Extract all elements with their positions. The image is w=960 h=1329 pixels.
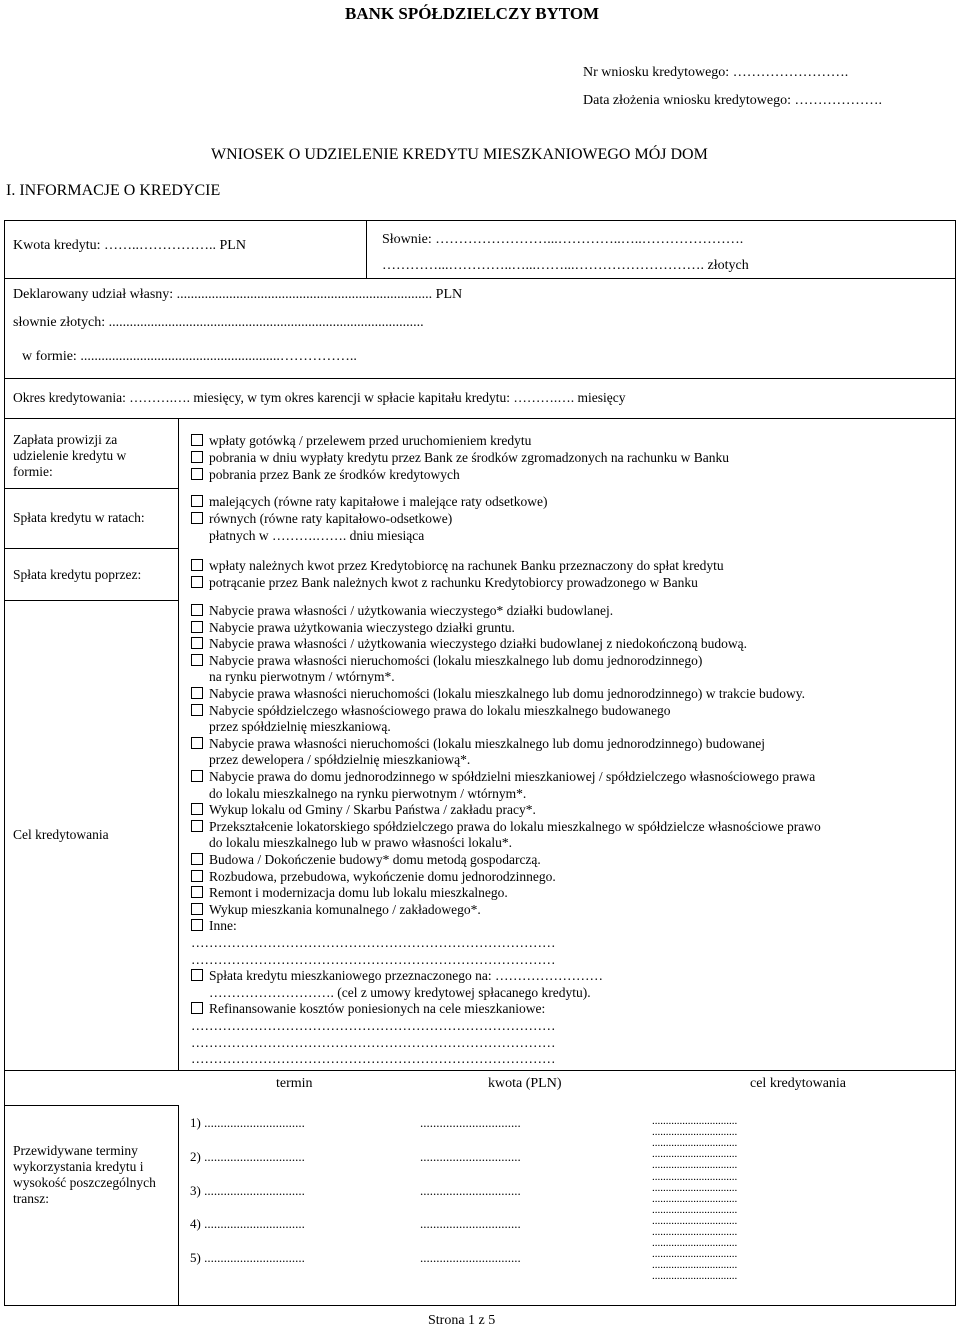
refinance-costs-line[interactable]: ……………………………………………………………………… [191, 1034, 556, 1050]
checkbox[interactable] [191, 704, 203, 716]
purpose-option[interactable]: Wykup mieszkania komunalnego / zakładowego*. [191, 902, 481, 918]
divider [4, 1105, 179, 1106]
purpose-option[interactable]: Remont i modernizacja domu lub lokalu mieszkalnego. [191, 885, 508, 901]
checkbox[interactable] [191, 903, 203, 915]
frame-right [955, 220, 956, 1306]
tranche-purpose-field[interactable]: ............................... [652, 1270, 738, 1283]
purpose-label: Cel kredytowania [13, 827, 109, 842]
refinance-costs-line[interactable]: ……………………………………………………………………… [191, 1018, 556, 1033]
tranche-term-field[interactable]: 1) ............................... [190, 1115, 305, 1130]
installments-option-1[interactable]: malejących (równe raty kapitałowe i malejące raty odsetkowe) [191, 494, 547, 510]
tranche-amount-field[interactable]: ............................... [420, 1216, 521, 1231]
application-date: Data złożenia wniosku kredytowego: ………………. [583, 93, 882, 108]
loan-period-field[interactable]: Okres kredytowania: ……….…. miesięcy, w tym okres karencji w spłacie kapitału kredytu: ……….…. miesięcy [13, 390, 626, 405]
checkbox[interactable] [191, 886, 203, 898]
checkbox[interactable] [191, 512, 203, 524]
installments-payday[interactable]: płatnych w ……….……. dniu miesiąca [209, 528, 425, 543]
checkbox[interactable] [191, 820, 203, 832]
divider [366, 220, 367, 278]
tranche-purpose-field[interactable]: ............................... [652, 1115, 738, 1127]
tranche-term-field[interactable]: 3) ............................... [190, 1183, 305, 1198]
divider [4, 1070, 956, 1071]
loan-amount-words-2[interactable]: …………...…………..…...……...………………………. złotych [382, 258, 749, 273]
column-header-term: termin [276, 1076, 313, 1091]
own-contribution-words[interactable]: słownie złotych: .......................................................................................... [13, 315, 424, 330]
checkbox[interactable] [191, 559, 203, 571]
purpose-option[interactable]: Nabycie prawa użytkowania wieczystego działki gruntu. [191, 620, 515, 636]
commission-option-3[interactable]: pobrania przez Bank ze środków kredytowych [191, 467, 460, 483]
commission-option-1[interactable]: wpłaty gotówką / przelewem przed uruchomieniem kredytu [191, 433, 531, 449]
purpose-option[interactable]: Budowa / Dokończenie budowy* domu metodą gospodarczą. [191, 852, 541, 868]
tranche-purpose-field[interactable]: ............................... [652, 1259, 738, 1272]
purpose-option[interactable]: Przekształcenie lokatorskiego spółdzielczego prawa do lokalu mieszkalnego w spółdzielcze własnościowe prawo [191, 819, 821, 835]
checkbox[interactable] [191, 495, 203, 507]
checkbox[interactable] [191, 1002, 203, 1014]
tranche-purpose-field[interactable]: ............................... [652, 1237, 738, 1250]
tranche-purpose-field[interactable]: ............................... [652, 1248, 738, 1261]
refinance-loan-purpose-field[interactable]: ………………………. (cel z umowy kredytowej spłacanego kredytu). [209, 984, 591, 1000]
purpose-option[interactable]: Nabycie prawa własności / użytkowania wieczystego działki budowlanej z niedokończoną budową. [191, 636, 747, 652]
purpose-option[interactable]: Nabycie prawa własności nieruchomości (lokalu mieszkalnego lub domu jednorodzinnego) w trakcie budowy. [191, 686, 805, 702]
checkbox[interactable] [191, 654, 203, 666]
purpose-option-continuation: do lokalu mieszkalnego lub w prawo własności lokalu*. [209, 835, 512, 851]
tranche-term-field[interactable]: 5) ............................... [190, 1250, 305, 1265]
form-title: WNIOSEK O UDZIELENIE KREDYTU MIESZKANIOWEGO MÓJ DOM [211, 146, 708, 163]
own-contribution-field[interactable]: Deklarowany udział własny: ......................................................................... PLN [13, 287, 463, 302]
column-header-amount: kwota (PLN) [488, 1076, 562, 1091]
checkbox[interactable] [191, 621, 203, 633]
purpose-option[interactable]: Nabycie prawa własności / użytkowania wieczystego* działki budowlanej. [191, 603, 613, 619]
tranche-term-field[interactable]: 4) ............................... [190, 1216, 305, 1231]
checkbox[interactable] [191, 853, 203, 865]
checkbox[interactable] [191, 919, 203, 931]
own-contribution-form[interactable]: w formie: .........................................................…………….. [22, 349, 357, 364]
loan-amount-field[interactable]: Kwota kredytu: ……..…………….. PLN [13, 238, 246, 253]
repayment-option-2[interactable]: potrącanie przez Bank należnych kwot z rachunku Kredytobiorcy prowadzonego w Banku [191, 575, 698, 591]
checkbox[interactable] [191, 434, 203, 446]
purpose-option[interactable]: Rozbudowa, przebudowa, wykończenie domu jednorodzinnego. [191, 869, 556, 885]
purpose-option[interactable]: Nabycie prawa własności nieruchomości (lokalu mieszkalnego lub domu jednorodzinnego) [191, 653, 702, 669]
commission-option-2[interactable]: pobrania w dniu wypłaty kredytu przez Bank ze środków zgromadzonych na rachunku w Banku [191, 450, 729, 466]
divider [4, 378, 956, 379]
tranche-amount-field[interactable]: ............................... [420, 1250, 521, 1265]
purpose-option-continuation: przez spółdzielnię mieszkaniową. [209, 719, 391, 735]
purpose-option[interactable]: Nabycie spółdzielczego własnościowego prawa do lokalu mieszkalnego budowanego [191, 703, 670, 719]
frame-left [4, 220, 5, 1306]
divider [4, 488, 179, 489]
checkbox[interactable] [191, 637, 203, 649]
other-purpose-line[interactable]: ……………………………………………………………………… [191, 935, 556, 950]
tranche-purpose-field[interactable]: ............................... [652, 1126, 738, 1139]
commission-label: Zapłata prowizji za udzielenie kredytu w formie: [13, 432, 127, 479]
purpose-option[interactable]: Inne: [191, 918, 237, 934]
tranche-purpose-field[interactable]: ............................... [652, 1192, 738, 1205]
purpose-option[interactable]: Nabycie prawa własności nieruchomości (lokalu mieszkalnego lub domu jednorodzinnego) budowanej [191, 736, 765, 752]
frame-bottom [4, 1305, 956, 1306]
section-title: I. INFORMACJE O KREDYCIE [6, 182, 221, 199]
purpose-option-continuation: przez dewelopera / spółdzielnię mieszkaniową*. [209, 752, 471, 768]
tranche-purpose-field[interactable]: ............................... [652, 1170, 738, 1183]
purpose-option[interactable]: Nabycie prawa do domu jednorodzinnego w spółdzielni mieszkaniowej / spółdzielczego własnościowego prawa [191, 769, 815, 785]
tranche-term-field[interactable]: 2) ............................... [190, 1149, 305, 1164]
page-number: Strona 1 z 5 [428, 1313, 496, 1328]
label-column-divider [178, 1105, 179, 1305]
divider [4, 548, 179, 549]
checkbox[interactable] [191, 604, 203, 616]
installments-option-2[interactable]: równych (równe raty kapitałowo-odsetkowe) [191, 511, 452, 527]
frame-top [4, 220, 956, 221]
loan-amount-words-1[interactable]: Słownie: ……………………...…………..…..…………………. [382, 232, 744, 247]
purpose-option-refinance-costs[interactable]: Refinansowanie kosztów poniesionych na cele mieszkaniowe: [191, 1001, 545, 1017]
checkbox[interactable] [191, 969, 203, 981]
checkbox[interactable] [191, 576, 203, 588]
checkbox[interactable] [191, 687, 203, 699]
tranche-amount-field[interactable]: ............................... [420, 1115, 521, 1130]
checkbox[interactable] [191, 770, 203, 782]
bank-name: BANK SPÓŁDZIELCZY BYTOM [345, 4, 600, 23]
repayment-option-1[interactable]: wpłaty należnych kwot przez Kredytobiorcę na rachunek Banku przeznaczony do spłat kredytu [191, 558, 724, 574]
divider [4, 600, 179, 601]
tranche-purpose-field[interactable]: ............................... [652, 1214, 738, 1227]
tranche-purpose-field[interactable]: ............................... [652, 1159, 738, 1172]
purpose-option-continuation: na rynku pierwotnym / wtórnym*. [209, 669, 395, 685]
column-header-purpose: cel kredytowania [750, 1076, 847, 1091]
divider [4, 418, 956, 419]
checkbox[interactable] [191, 870, 203, 882]
checkbox[interactable] [191, 803, 203, 815]
divider [4, 278, 956, 279]
refinance-costs-line[interactable]: ……………………………………………………………………… [191, 1051, 556, 1067]
tranche-purpose-field[interactable]: ............................... [652, 1203, 738, 1216]
repayment-label: Spłata kredytu poprzez: [13, 567, 142, 582]
checkbox[interactable] [191, 451, 203, 463]
checkbox[interactable] [191, 468, 203, 480]
purpose-option-continuation: do lokalu mieszkalnego na rynku pierwotnym / wtórnym*. [209, 785, 527, 801]
tranches-label: Przewidywane terminy wykorzystania kredytu i wysokość poszczególnych transz: [13, 1143, 156, 1206]
tranche-purpose-field[interactable]: ............................... [652, 1226, 738, 1238]
checkbox[interactable] [191, 737, 203, 749]
tranche-amount-field[interactable]: ............................... [420, 1183, 521, 1198]
application-number: Nr wniosku kredytowego: ……………………. [583, 65, 849, 80]
installments-label: Spłata kredytu w ratach: [13, 510, 145, 525]
label-column-divider [178, 418, 179, 1070]
purpose-option-refinance-loan[interactable]: Spłata kredytu mieszkaniowego przeznaczonego na: …………………… [191, 968, 603, 984]
purpose-option[interactable]: Wykup lokalu od Gminy / Skarbu Państwa / zakładu pracy*. [191, 802, 536, 818]
tranche-purpose-field[interactable]: ............................... [652, 1137, 738, 1150]
tranche-purpose-field[interactable]: ............................... [652, 1148, 738, 1161]
other-purpose-line[interactable]: ……………………………………………………………………… [191, 951, 556, 967]
tranche-amount-field[interactable]: ............................... [420, 1149, 521, 1164]
tranche-purpose-field[interactable]: ............................... [652, 1181, 738, 1194]
